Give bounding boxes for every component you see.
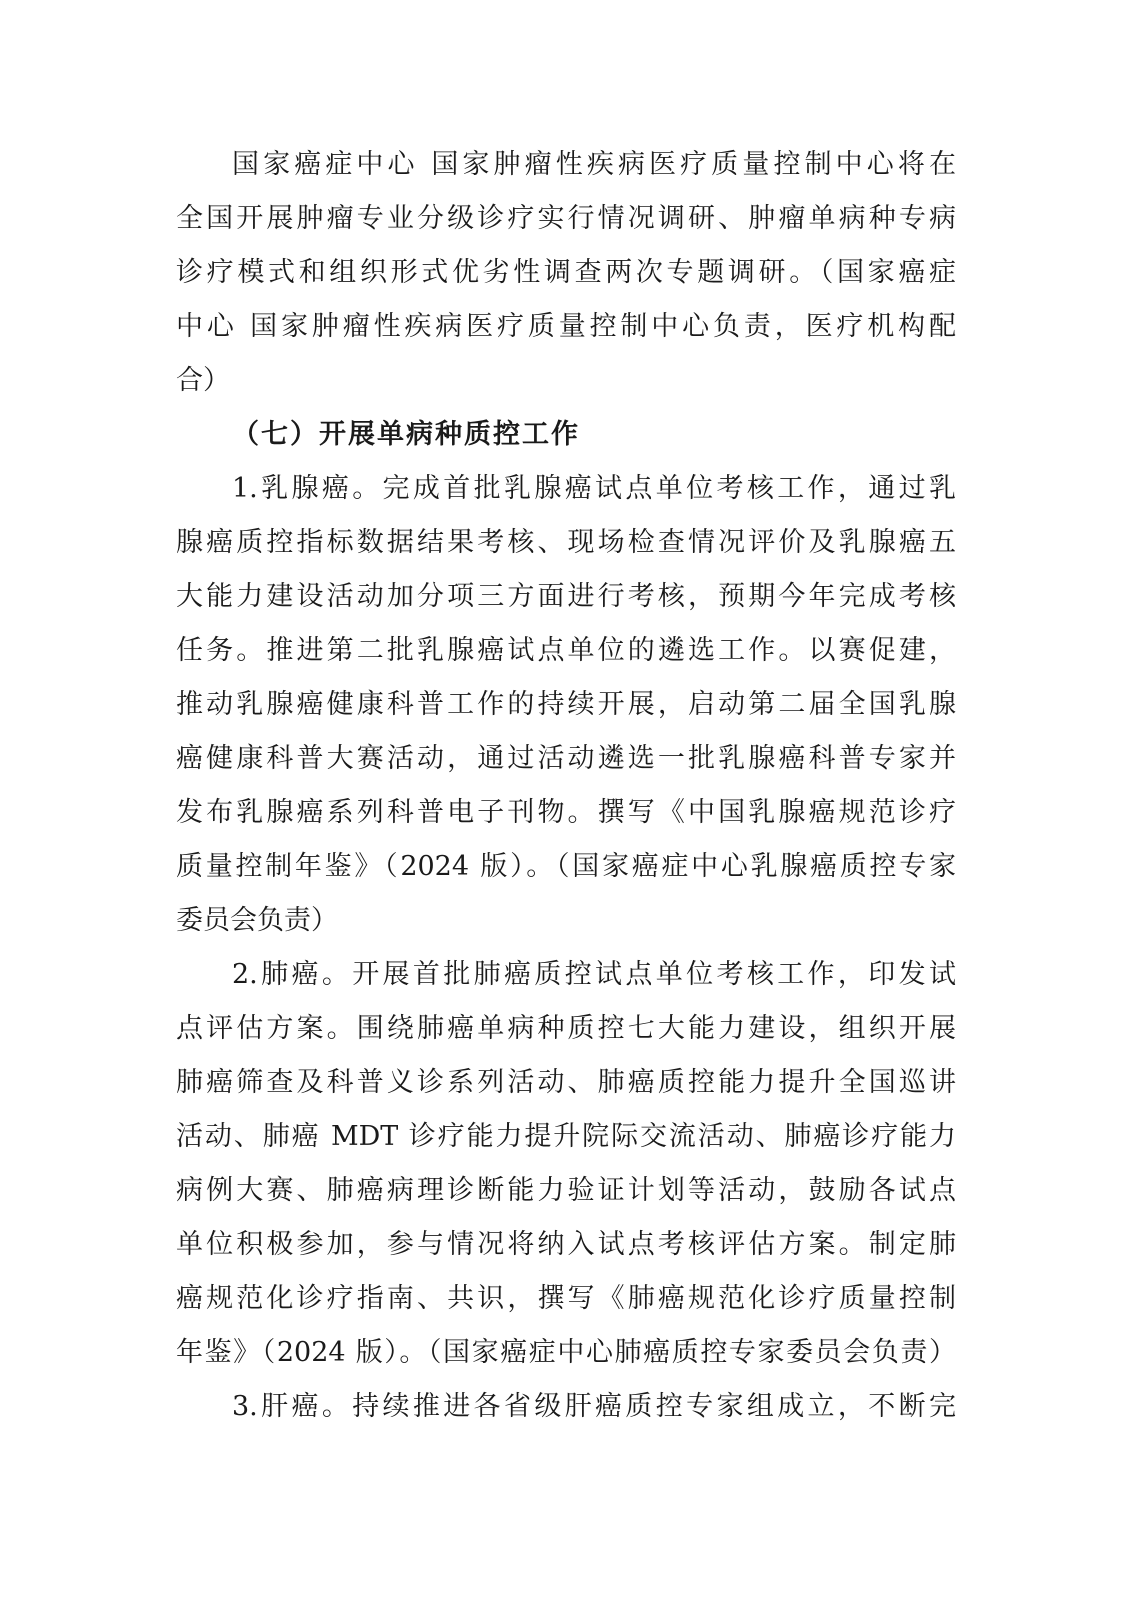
text-line: 癌健康科普大赛活动，通过活动遴选一批乳腺癌科普专家并	[176, 743, 956, 774]
text-line: 1.乳腺癌。完成首批乳腺癌试点单位考核工作，通过乳	[232, 473, 956, 504]
text-line: 推动乳腺癌健康科普工作的持续开展，启动第二届全国乳腺	[176, 689, 956, 720]
text-line: 合）	[176, 365, 230, 396]
text-line: 中心 国家肿瘤性疾病医疗质量控制中心负责，医疗机构配	[176, 311, 956, 342]
text-line: 年鉴》（2024 版）。（国家癌症中心肺癌质控专家委员会负责）	[176, 1337, 956, 1368]
text-line: 病例大赛、肺癌病理诊断能力验证计划等活动，鼓励各试点	[176, 1175, 956, 1206]
text-line: 任务。推进第二批乳腺癌试点单位的遴选工作。以赛促建，	[176, 635, 956, 666]
text-line: 国家癌症中心 国家肿瘤性疾病医疗质量控制中心将在	[232, 149, 956, 180]
text-line: 单位积极参加，参与情况将纳入试点考核评估方案。制定肺	[176, 1229, 956, 1260]
text-line: 活动、肺癌 MDT 诊疗能力提升院际交流活动、肺癌诊疗能力	[176, 1121, 956, 1152]
text-line: 诊疗模式和组织形式优劣性调查两次专题调研。（国家癌症	[176, 257, 956, 288]
text-line: 点评估方案。围绕肺癌单病种质控七大能力建设，组织开展	[176, 1013, 956, 1044]
text-line: 2.肺癌。开展首批肺癌质控试点单位考核工作，印发试	[232, 959, 956, 990]
text-line: 质量控制年鉴》（2024 版）。（国家癌症中心乳腺癌质控专家	[176, 851, 956, 882]
text-line: 发布乳腺癌系列科普电子刊物。撰写《中国乳腺癌规范诊疗	[176, 797, 956, 828]
text-line: 腺癌质控指标数据结果考核、现场检查情况评价及乳腺癌五	[176, 527, 956, 558]
text-line: 肺癌筛查及科普义诊系列活动、肺癌质控能力提升全国巡讲	[176, 1067, 956, 1098]
text-line: 大能力建设活动加分项三方面进行考核，预期今年完成考核	[176, 581, 956, 612]
section-heading: （七）开展单病种质控工作	[232, 419, 580, 450]
text-line: 3.肝癌。持续推进各省级肝癌质控专家组成立，不断完	[232, 1391, 956, 1422]
text-line: 全国开展肿瘤专业分级诊疗实行情况调研、肿瘤单病种专病	[176, 203, 956, 234]
text-line: 癌规范化诊疗指南、共识，撰写《肺癌规范化诊疗质量控制	[176, 1283, 956, 1314]
text-line: 委员会负责）	[176, 905, 338, 936]
